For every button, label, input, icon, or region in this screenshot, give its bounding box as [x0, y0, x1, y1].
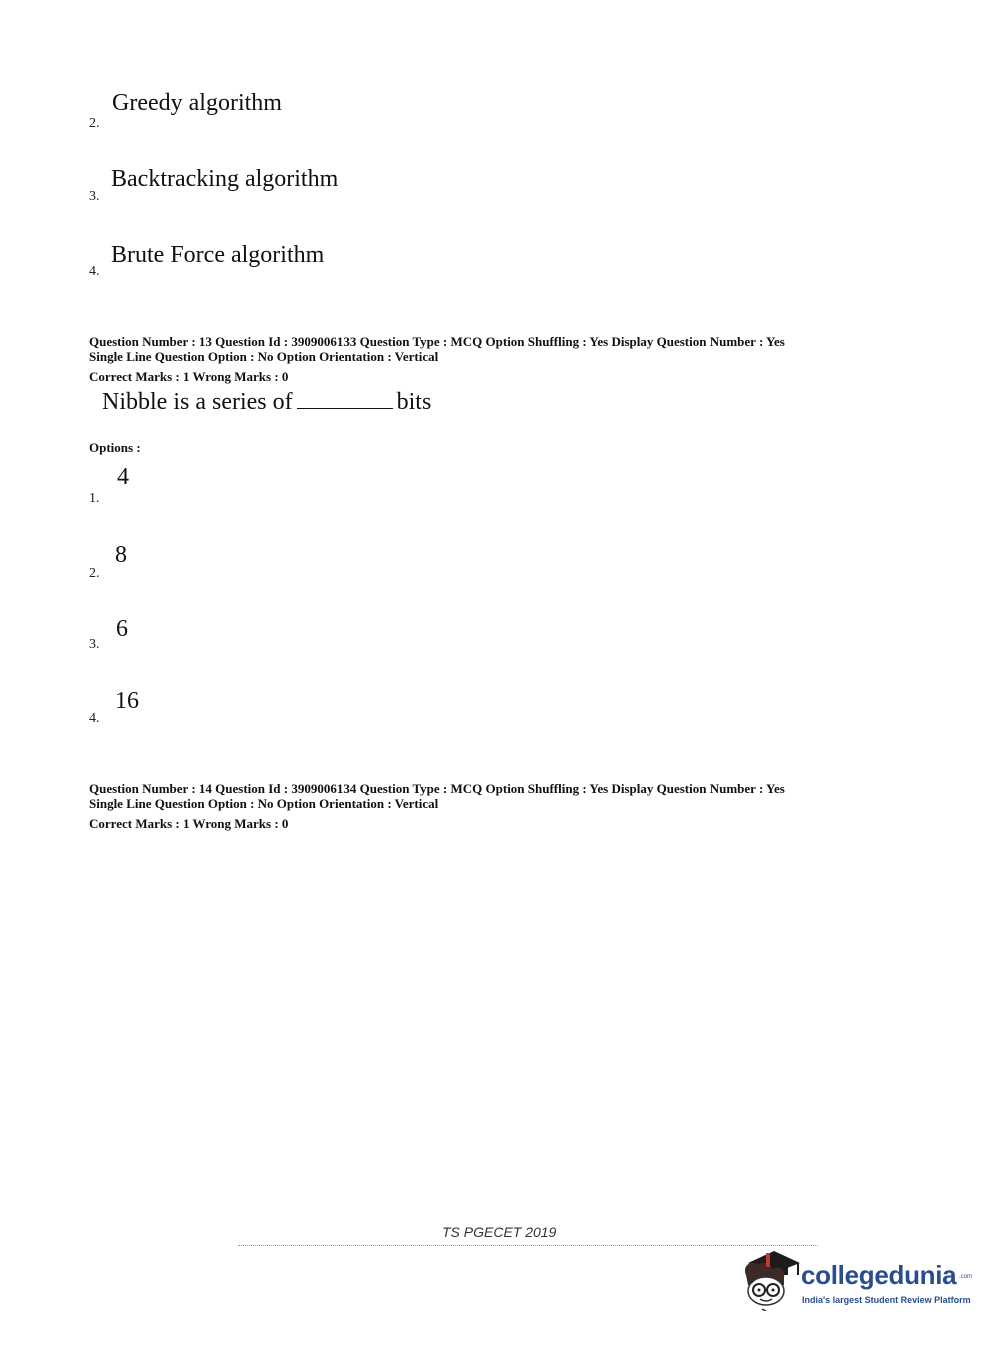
collegedunia-logo	[740, 1245, 973, 1315]
option-number: 4.	[89, 264, 100, 279]
option-number: 4.	[89, 711, 100, 726]
question-marks: Correct Marks : 1 Wrong Marks : 0	[89, 816, 289, 831]
option-number: 2.	[89, 116, 100, 131]
answer-blank	[297, 390, 393, 409]
option-number: 1.	[89, 491, 100, 506]
option-number: 2.	[89, 566, 100, 581]
option-number: 3.	[89, 637, 100, 652]
option-text: Backtracking algorithm	[111, 166, 339, 192]
footer-divider	[238, 1245, 818, 1246]
question-text-before: Nibble is a series of	[102, 389, 293, 415]
option-text: 8	[115, 542, 127, 568]
question-meta-line2: Single Line Question Option : No Option Orientation : Vertical	[89, 349, 439, 364]
question-text	[102, 389, 431, 416]
question-marks: Correct Marks : 1 Wrong Marks : 0	[89, 369, 289, 384]
option-text: 4	[117, 464, 129, 490]
mascot-icon	[740, 1245, 804, 1311]
logo-wordmark: collegedunia	[801, 1260, 957, 1290]
logo-com: .com	[959, 1274, 973, 1280]
logo-tagline: India's largest Student Review Platform	[802, 1295, 971, 1305]
option-text: 6	[116, 616, 128, 642]
option-text: 16	[115, 688, 139, 714]
option-text: Greedy algorithm	[112, 90, 282, 116]
question-meta-line1: Question Number : 14 Question Id : 3909006134 Question Type : MCQ Option Shuffling : Yes Display Question Number : Yes	[89, 781, 785, 796]
question-meta-line2: Single Line Question Option : No Option Orientation : Vertical	[89, 796, 439, 811]
question-text-after: bits	[396, 389, 432, 415]
question-meta-line1: Question Number : 13 Question Id : 3909006133 Question Type : MCQ Option Shuffling : Yes Display Question Number : Yes	[89, 334, 785, 349]
footer-exam-title: TS PGECET 2019	[442, 1224, 557, 1240]
options-label: Options :	[89, 440, 141, 455]
option-number: 3.	[89, 189, 100, 204]
option-text: Brute Force algorithm	[111, 242, 325, 268]
